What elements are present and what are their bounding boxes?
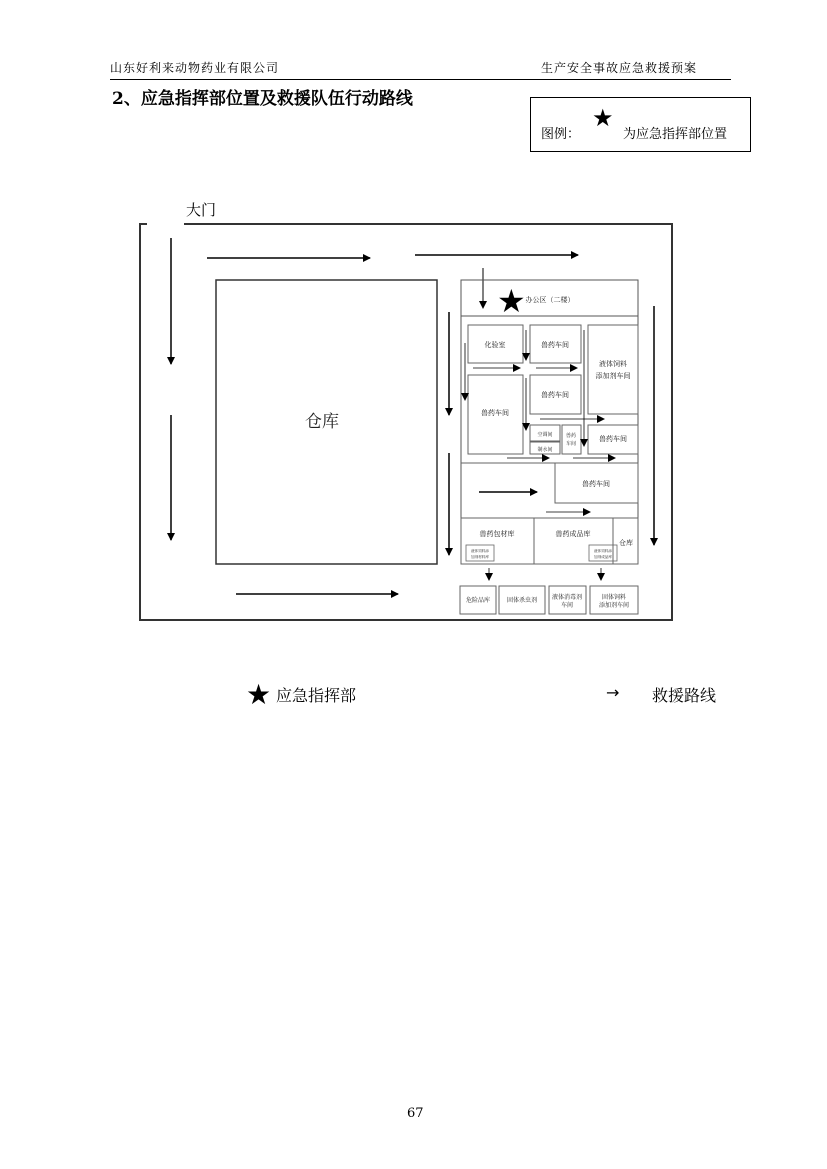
header-company: 山东好利来动物药业有限公司	[110, 61, 280, 75]
room-liquid-feed	[588, 325, 638, 414]
site-boundary	[140, 224, 672, 620]
room-label: 兽药包材库	[479, 530, 515, 538]
room-label: 添加剂车间	[595, 372, 631, 380]
star-icon: ★	[497, 282, 526, 320]
room-label: 加剂成品库	[594, 555, 612, 559]
room-label: 固体杀虫剂	[506, 597, 538, 604]
room-label: 制水间	[537, 447, 553, 453]
star-icon: ★	[592, 104, 614, 132]
key-route-label: 救援路线	[652, 686, 717, 705]
room-label: 加剂材料库	[471, 555, 489, 559]
gate-label: 大门	[186, 201, 217, 219]
room-label: 液体饲料添	[594, 549, 612, 553]
room-label: 车间	[565, 441, 577, 447]
room-label: 危险品库	[465, 597, 491, 604]
room-label: 兽药	[565, 433, 577, 439]
room-label: 液体消毒剂	[551, 594, 583, 601]
room-label: 兽药成品库	[555, 530, 591, 538]
room-label: 兽药车间	[481, 409, 509, 417]
legend-label: 图例：	[541, 127, 581, 142]
key-command-label: 应急指挥部	[276, 686, 357, 705]
section-title: 2、应急指挥部位置及救援队伍行动路线	[112, 89, 413, 109]
room-label: 兽药车间	[599, 435, 627, 443]
room-label: 车间	[560, 602, 574, 609]
room-label: 添加剂车间	[598, 602, 630, 609]
room-label: 空调间	[537, 432, 553, 438]
office-building	[461, 280, 638, 564]
room-label: 兽药车间	[541, 391, 569, 399]
legend-text: 为应急指挥部位置	[623, 127, 728, 142]
page-number: 67	[407, 1106, 424, 1121]
room-label: 兽药车间	[541, 341, 569, 349]
warehouse-label: 仓库	[305, 412, 339, 432]
header-document-title: 生产安全事故应急救援预案	[541, 61, 698, 75]
room-vet-workshop-small	[562, 425, 581, 454]
office-label: 办公区（二楼）	[525, 296, 575, 304]
star-icon: ★	[246, 678, 272, 711]
room-label: 化验室	[484, 341, 506, 349]
room-label: 仓库	[619, 539, 633, 547]
room-label: 固体饲料	[601, 594, 627, 601]
room-label: 兽药车间	[582, 480, 610, 488]
room-label: 液体饲料添	[471, 549, 489, 553]
key-arrow-symbol: →	[606, 683, 620, 702]
room-label: 液体饲料	[599, 360, 627, 368]
